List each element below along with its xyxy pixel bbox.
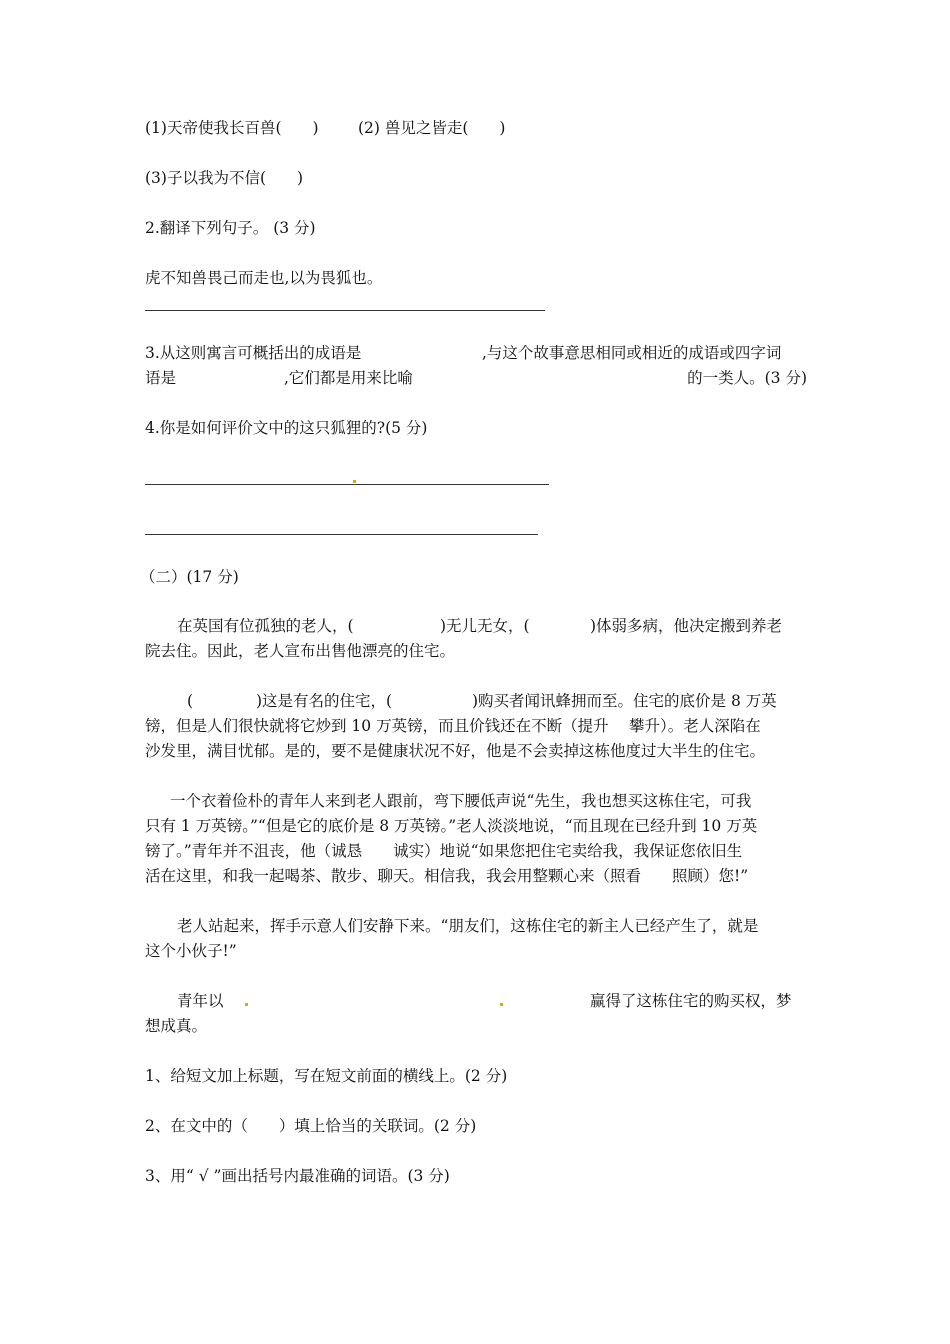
para1-line2: 院去住。因此，老人宣布出售他漂亮的住宅。	[145, 642, 456, 660]
para2-line1c: )购买者闻讯蜂拥而至。住宅的底价是 8 万英	[472, 692, 777, 710]
section-heading: （二）(17 分)	[140, 568, 239, 586]
q3-line2-start: 语是	[145, 369, 177, 387]
q3-line1-end: ,与这个故事意思相同或相近的成语或四字词	[482, 344, 782, 362]
q1-item-1: (1)天帝使我长百兽( )	[145, 119, 319, 137]
question-1: 1、给短文加上标题，写在短文前面的横线上。(2 分)	[145, 1067, 508, 1085]
speck-mark	[353, 480, 356, 483]
q1-item-2: (2) 兽见之皆走( )	[358, 119, 506, 137]
speck-mark	[245, 1003, 248, 1006]
para1-line1c: )体弱多病，他决定搬到养老	[590, 617, 783, 635]
q2-sentence: 虎不知兽畏己而走也,以为畏狐也。	[145, 269, 383, 287]
para3-line3: 镑了。”青年并不沮丧，他（诚恳 诚实）地说“如果您把住宅卖给我，我保证您依旧生	[145, 842, 743, 860]
para2-line1b: )这是有名的住宅，(	[256, 692, 393, 710]
para5-line2: 想成真。	[145, 1017, 208, 1035]
speck-mark	[500, 1003, 503, 1006]
q2-title: 2.翻译下列句子。 (3 分)	[145, 219, 316, 237]
para2-line3: 沙发里，满目忧郁。是的，要不是健康状况不好，他是不会卖掉这栋他度过大半生的住宅。	[145, 742, 766, 760]
question-3: 3、用“ √ ”画出括号内最准确的词语。(3 分)	[145, 1167, 450, 1185]
para1-line1b: )无儿无女，(	[440, 617, 530, 635]
para3-line2: 只有 1 万英镑。”“但是它的底价是 8 万英镑。”老人淡淡地说，“而且现在已经升到 10 万英	[145, 817, 758, 835]
q3-line2-mid: ,它们都是用来比喻	[284, 369, 413, 387]
answer-line[interactable]	[145, 484, 549, 485]
answer-line[interactable]	[145, 534, 538, 535]
q1-item-3: (3)子以我为不信( )	[145, 169, 304, 187]
q3-line1-start: 3.从这则寓言可概括出的成语是	[145, 344, 362, 362]
para3-line4: 活在这里，和我一起喝茶、散步、聊天。相信我，我会用整颗心来（照看 照顾）您!”	[145, 867, 749, 885]
para4-line1: 老人站起来，挥手示意人们安静下来。“朋友们，这栋住宅的新主人已经产生了，就是	[177, 917, 759, 935]
answer-line[interactable]	[145, 310, 545, 311]
para4-line2: 这个小伙子!”	[145, 942, 237, 960]
q4-title: 4.你是如何评价文中的这只狐狸的?(5 分)	[145, 419, 428, 437]
para3-line1: 一个衣着俭朴的青年人来到老人跟前，弯下腰低声说“先生，我也想买这栋住宅，可我	[170, 792, 752, 810]
q3-line2-end: 的一类人。(3 分)	[687, 369, 807, 387]
para2-line2: 镑，但是人们很快就将它炒到 10 万英镑，而且价钱还在不断（提升 攀升）。老人深陷在	[145, 717, 761, 735]
para2-line1a: (	[187, 692, 194, 710]
para1-line1a: 在英国有位孤独的老人，(	[177, 617, 354, 635]
question-2: 2、在文中的（ ）填上恰当的关联词。(2 分)	[145, 1117, 477, 1135]
para5-line1b: 赢得了这栋住宅的购买权，梦	[590, 992, 792, 1010]
para5-line1a: 青年以	[177, 992, 224, 1010]
